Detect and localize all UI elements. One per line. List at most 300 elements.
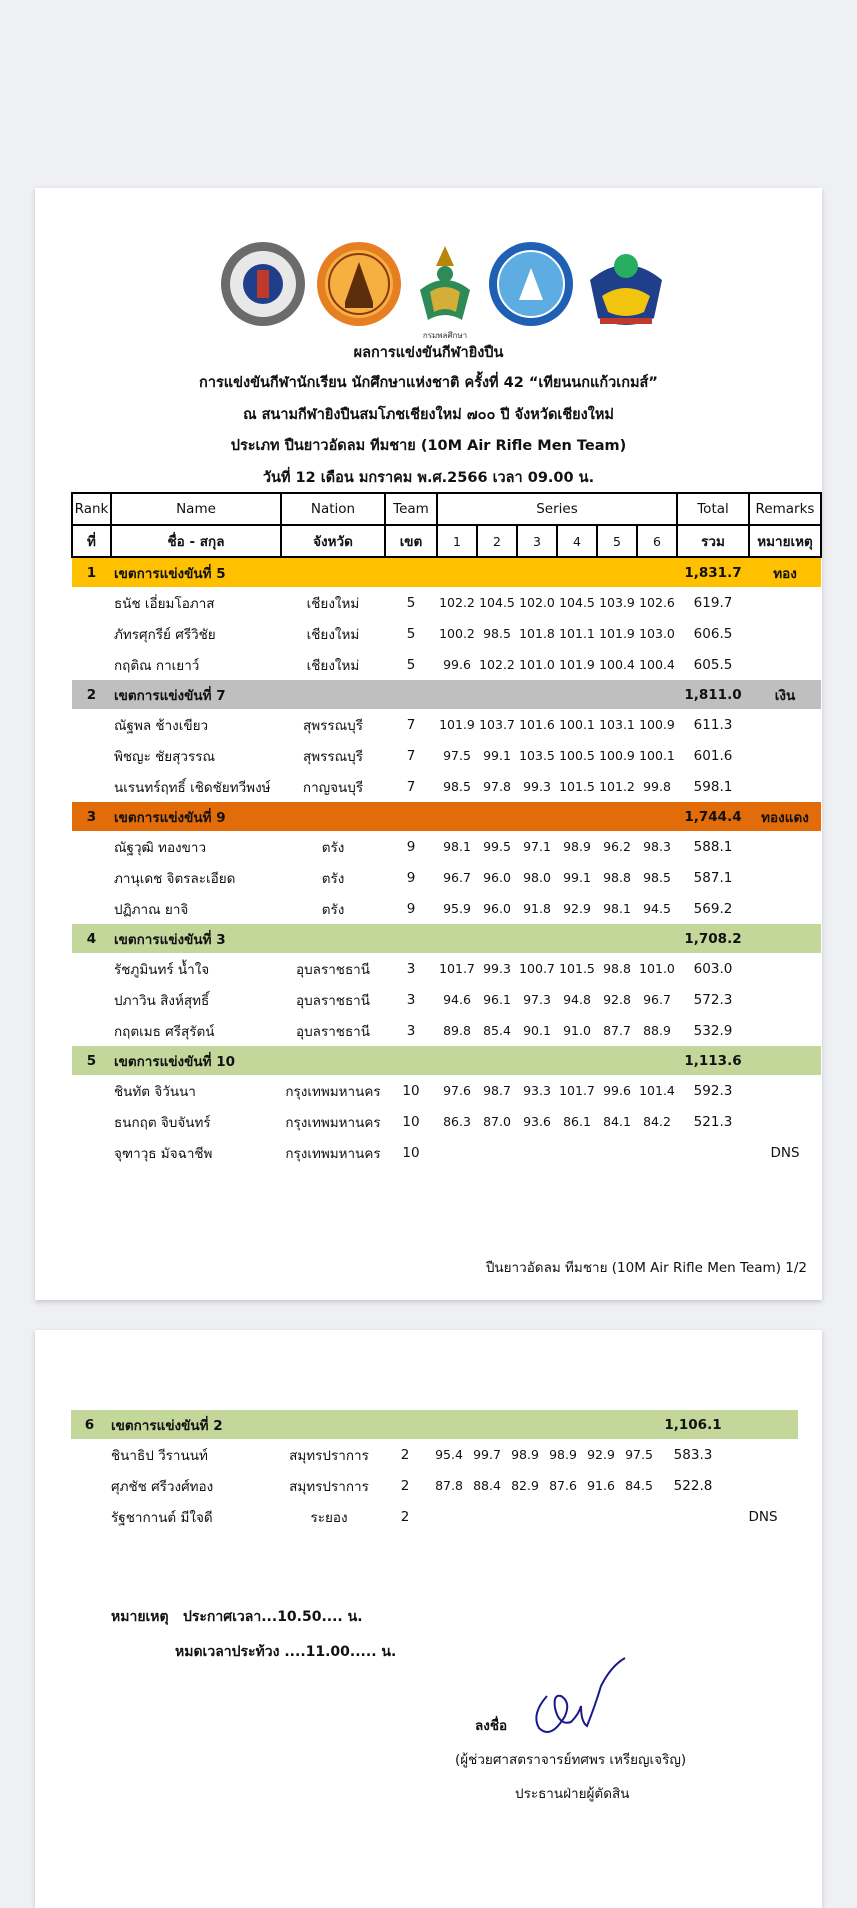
- athlete-remark: DNS: [770, 1144, 800, 1161]
- group-remark: ทองแดง: [761, 809, 809, 826]
- athlete-team: 9: [406, 900, 416, 917]
- athlete-team: 9: [406, 838, 416, 855]
- col-series: Series: [437, 493, 677, 525]
- athlete-name: ชินาธิป วีรานนท์: [111, 1447, 208, 1464]
- series-score-3: 82.9: [511, 1478, 539, 1493]
- series-score-1: [430, 1501, 468, 1532]
- series-score-6: [620, 1501, 658, 1532]
- series-score-6: 97.5: [625, 1447, 653, 1462]
- series-score-1: 86.3: [443, 1114, 471, 1129]
- col-series-4: 4: [557, 525, 597, 557]
- athlete-rank-empty: [72, 740, 111, 771]
- athlete-rank-empty: [72, 1106, 111, 1137]
- athlete-name: ปฏิภาณ ยาจิ: [114, 901, 189, 918]
- col-remarks: Remarks: [749, 493, 821, 525]
- series-score-4: 101.1: [559, 626, 595, 641]
- athlete-total: 587.1: [693, 869, 733, 886]
- group-total: 1,831.7: [684, 564, 742, 581]
- athlete-remark: [749, 771, 821, 802]
- athlete-province: อุบลราชธานี: [296, 1023, 370, 1040]
- athlete-row: [72, 587, 821, 618]
- event-type-line: ประเภท ปืนยาวอัดลม ทีมชาย (10M Air Rifle Men Team): [230, 438, 627, 454]
- athlete-team: 7: [406, 747, 416, 764]
- series-score-5: 103.1: [599, 717, 635, 732]
- series-score-4: 98.9: [549, 1447, 577, 1462]
- series-score-4: 101.5: [559, 779, 595, 794]
- series-score-4: [544, 1501, 582, 1532]
- group-remark: [749, 1046, 821, 1075]
- athlete-province: สมุทรปราการ: [289, 1478, 369, 1495]
- athlete-team: 3: [406, 991, 416, 1008]
- athlete-province: อุบลราชธานี: [296, 961, 370, 978]
- team-group-row: [72, 680, 821, 709]
- col-remarks-th: หมายเหตุ: [749, 525, 821, 557]
- results-table: [71, 492, 822, 1168]
- team-group-row: [72, 557, 821, 587]
- series-score-1: 95.9: [443, 901, 471, 916]
- series-score-6: 98.5: [643, 870, 671, 885]
- athlete-row: [71, 1501, 798, 1532]
- athlete-name: นเรนทร์ฤทธิ์ เชิดชัยทวีพงษ์: [114, 779, 271, 796]
- series-score-1: 87.8: [435, 1478, 463, 1493]
- series-score-3: 93.3: [523, 1083, 551, 1098]
- athlete-team: 3: [406, 960, 416, 977]
- athlete-name: พิชญะ ชัยสุวรรณ: [114, 748, 216, 765]
- series-score-2: 97.8: [483, 779, 511, 794]
- athlete-total: 619.7: [693, 594, 733, 611]
- athlete-province: เชียงใหม่: [306, 657, 360, 674]
- series-score-5: 100.9: [599, 748, 635, 763]
- series-score-2: 104.5: [479, 595, 515, 610]
- group-remark: เงิน: [774, 687, 796, 704]
- athlete-name: ธนกฤต จิบจันทร์: [114, 1114, 211, 1131]
- athlete-row: [72, 1015, 821, 1046]
- series-score-6: 94.5: [643, 901, 671, 916]
- athlete-rank-empty: [72, 1075, 111, 1106]
- series-score-2: 99.1: [483, 748, 511, 763]
- col-series-1: 1: [437, 525, 477, 557]
- series-score-5: 98.8: [603, 961, 631, 976]
- series-score-3: 100.7: [519, 961, 555, 976]
- group-rank: 3: [86, 808, 97, 825]
- athlete-total: [658, 1501, 728, 1532]
- athlete-province: กรุงเทพมหานคร: [285, 1083, 381, 1100]
- team-group-row: [72, 924, 821, 953]
- series-score-6: 98.3: [643, 839, 671, 854]
- series-score-6: 100.9: [639, 717, 675, 732]
- athlete-row: [72, 1137, 821, 1168]
- group-spacer: [278, 1410, 658, 1439]
- athlete-total: 605.5: [693, 656, 733, 673]
- series-score-4: 99.1: [563, 870, 591, 885]
- athlete-team: 10: [402, 1144, 420, 1161]
- venue-line: ณ สนามกีฬายิงปืนสมโภชเชียงใหม่ ๗๐๐ ปี จังหวัดเชียงใหม่: [243, 407, 614, 423]
- athlete-remark: [749, 893, 821, 924]
- series-score-2: [477, 1137, 517, 1168]
- series-score-5: [597, 1137, 637, 1168]
- athlete-rank-empty: [72, 1015, 111, 1046]
- series-score-6: [637, 1137, 677, 1168]
- athlete-rank-empty: [72, 1137, 111, 1168]
- series-score-3: 101.0: [519, 657, 555, 672]
- series-score-2: 102.2: [479, 657, 515, 672]
- col-series-2: 2: [477, 525, 517, 557]
- series-score-4: 86.1: [563, 1114, 591, 1129]
- athlete-row: [72, 984, 821, 1015]
- athlete-province: สุพรรณบุรี: [303, 717, 363, 734]
- athlete-team: 2: [400, 1446, 410, 1463]
- athlete-total: 611.3: [693, 716, 733, 733]
- athlete-name: ภัทรศุกรีย์ ศรีวิชัย: [114, 626, 216, 643]
- athlete-total: 588.1: [693, 838, 733, 855]
- athlete-province: ตรัง: [321, 870, 345, 887]
- series-score-6: 100.1: [639, 748, 675, 763]
- series-score-3: 91.8: [523, 901, 551, 916]
- date-time-line: วันที่ 12 เดือน มกราคม พ.ศ.2566 เวลา 09.00 น.: [262, 470, 595, 486]
- series-score-2: 103.7: [479, 717, 515, 732]
- series-score-4: 101.5: [559, 961, 595, 976]
- series-score-3: 101.6: [519, 717, 555, 732]
- series-score-3: 101.8: [519, 626, 555, 641]
- series-score-5: 96.2: [603, 839, 631, 854]
- athlete-row: [71, 1439, 798, 1470]
- series-score-5: 92.8: [603, 992, 631, 1007]
- athlete-province: สมุทรปราการ: [289, 1447, 369, 1464]
- doc-title: ผลการแข่งขันกีฬายิงปืน: [353, 345, 504, 361]
- athlete-total: 572.3: [693, 991, 733, 1008]
- series-score-1: 89.8: [443, 1023, 471, 1038]
- col-nation: Nation: [281, 493, 385, 525]
- col-team-th: เขต: [385, 525, 437, 557]
- series-score-4: 104.5: [559, 595, 595, 610]
- group-rank: 1: [86, 564, 97, 581]
- group-spacer: [281, 557, 677, 587]
- series-score-3: 93.6: [523, 1114, 551, 1129]
- series-score-2: 96.0: [483, 901, 511, 916]
- athlete-remark: [749, 740, 821, 771]
- series-score-3: 103.5: [519, 748, 555, 763]
- series-score-1: [437, 1137, 477, 1168]
- group-name: เขตการแข่งขันที่ 7: [114, 687, 226, 704]
- athlete-name: ปภาวิน สิงห์สุทธิ์: [114, 992, 210, 1009]
- group-spacer: [281, 924, 677, 953]
- athlete-rank-empty: [72, 953, 111, 984]
- series-score-6: 84.2: [643, 1114, 671, 1129]
- athlete-total: 598.1: [693, 778, 733, 795]
- athlete-rank-empty: [72, 771, 111, 802]
- athlete-rank-empty: [71, 1501, 108, 1532]
- athlete-name: ชินทัต จิวันนา: [114, 1083, 196, 1100]
- col-name: Name: [111, 493, 281, 525]
- group-rank: 6: [84, 1416, 95, 1433]
- games-mascot-logo: [582, 240, 670, 332]
- series-score-6: 84.5: [625, 1478, 653, 1493]
- series-score-1: 96.7: [443, 870, 471, 885]
- series-score-1: 102.2: [439, 595, 475, 610]
- col-total: Total: [677, 493, 749, 525]
- athlete-name: ศุภชัช ศรีวงศ์ทอง: [111, 1478, 214, 1495]
- series-score-1: 94.6: [443, 992, 471, 1007]
- athlete-row: [72, 953, 821, 984]
- series-score-5: 101.9: [599, 626, 635, 641]
- athlete-remark: [749, 984, 821, 1015]
- athlete-rank-empty: [71, 1470, 108, 1501]
- series-score-2: 98.5: [483, 626, 511, 641]
- col-nation-th: จังหวัด: [281, 525, 385, 557]
- series-score-6: 102.6: [639, 595, 675, 610]
- series-score-3: 99.3: [523, 779, 551, 794]
- group-name: เขตการแข่งขันที่ 3: [114, 931, 226, 948]
- series-score-1: 98.5: [443, 779, 471, 794]
- athlete-remark: [749, 1106, 821, 1137]
- handwritten-signature: [525, 1656, 630, 1736]
- athlete-total: 569.2: [693, 900, 733, 917]
- group-total: 1,708.2: [684, 930, 742, 947]
- series-score-4: 91.0: [563, 1023, 591, 1038]
- sports-university-logo: [487, 240, 575, 328]
- group-rank: 4: [86, 930, 97, 947]
- group-total: 1,811.0: [684, 686, 742, 703]
- series-score-3: 90.1: [523, 1023, 551, 1038]
- results-page-2: [35, 1330, 822, 1908]
- results-table-continued: [71, 1410, 798, 1532]
- series-score-5: 100.4: [599, 657, 635, 672]
- series-score-2: 88.4: [473, 1478, 501, 1493]
- athlete-rank-empty: [72, 618, 111, 649]
- athlete-team: 10: [402, 1113, 420, 1130]
- col-total-th: รวม: [677, 525, 749, 557]
- series-score-3: 98.0: [523, 870, 551, 885]
- athlete-row: [72, 649, 821, 680]
- athlete-row: [72, 1106, 821, 1137]
- athlete-total: 603.0: [693, 960, 733, 977]
- series-score-1: 97.5: [443, 748, 471, 763]
- group-spacer: [281, 1046, 677, 1075]
- athlete-name: ณัฐวุฒิ ทองขาว: [114, 839, 207, 856]
- series-score-3: 97.3: [523, 992, 551, 1007]
- series-score-1: 101.7: [439, 961, 475, 976]
- group-name: เขตการแข่งขันที่ 10: [114, 1053, 235, 1070]
- group-total: 1,744.4: [684, 808, 742, 825]
- results-page-1: [35, 188, 822, 1300]
- svg-text:กรมพลศึกษา: กรมพลศึกษา: [422, 331, 468, 340]
- series-score-1: 101.9: [439, 717, 475, 732]
- series-score-3: [517, 1137, 557, 1168]
- col-name-th: ชื่อ - สกุล: [111, 525, 281, 557]
- group-rank: 2: [86, 686, 97, 703]
- series-score-4: 101.7: [559, 1083, 595, 1098]
- series-score-4: 94.8: [563, 992, 591, 1007]
- athlete-team: 5: [406, 625, 416, 642]
- athlete-team: 3: [406, 1022, 416, 1039]
- signatory-name: (ผู้ช่วยศาสตราจารย์ทศพร เหรียญเจริญ): [455, 1752, 687, 1768]
- series-score-6: 99.8: [643, 779, 671, 794]
- series-score-4: 101.9: [559, 657, 595, 672]
- athlete-province: กรุงเทพมหานคร: [285, 1114, 381, 1131]
- athlete-remark: [749, 587, 821, 618]
- athlete-total: 601.6: [693, 747, 733, 764]
- athlete-province: ตรัง: [321, 901, 345, 918]
- athlete-rank-empty: [72, 893, 111, 924]
- logos-row: [35, 240, 822, 340]
- athlete-province: เชียงใหม่: [306, 595, 360, 612]
- athlete-team: 2: [400, 1508, 410, 1525]
- series-score-1: 100.2: [439, 626, 475, 641]
- athlete-row: [72, 831, 821, 862]
- athlete-remark: [749, 709, 821, 740]
- athlete-name: ณัฐพล ช้างเขียว: [114, 717, 209, 734]
- athlete-province: อุบลราชธานี: [296, 992, 370, 1009]
- series-score-4: 98.9: [563, 839, 591, 854]
- series-score-3: 102.0: [519, 595, 555, 610]
- athlete-name: รัฐชากานต์ มีใจดี: [111, 1509, 213, 1526]
- series-score-6: 88.9: [643, 1023, 671, 1038]
- athlete-province: ระยอง: [310, 1509, 348, 1526]
- athlete-row: [72, 709, 821, 740]
- series-score-2: 87.0: [483, 1114, 511, 1129]
- group-name: เขตการแข่งขันที่ 2: [111, 1417, 223, 1434]
- athlete-name: รัชภูมินทร์ น้ำใจ: [114, 961, 210, 978]
- group-rank: 5: [86, 1052, 97, 1069]
- athlete-team: 5: [406, 594, 416, 611]
- group-remark: ทอง: [773, 565, 797, 582]
- athlete-name: จุฑาวุธ มัจฉาชีพ: [114, 1145, 213, 1162]
- athlete-remark: [749, 831, 821, 862]
- athlete-remark: [728, 1439, 798, 1470]
- athlete-name: กฤตเมธ ศรีสุรัตน์: [114, 1023, 215, 1040]
- series-score-4: 87.6: [549, 1478, 577, 1493]
- header-row-th: [72, 525, 821, 557]
- group-name: เขตการแข่งขันที่ 5: [114, 565, 226, 582]
- school-emblem-logo: [219, 240, 307, 328]
- athlete-row: [72, 893, 821, 924]
- series-score-5: 99.6: [603, 1083, 631, 1098]
- athlete-team: 7: [406, 716, 416, 733]
- series-score-6: 103.0: [639, 626, 675, 641]
- series-score-2: 96.1: [483, 992, 511, 1007]
- announce-time: ประกาศเวลา...10.50.... น.: [183, 1609, 363, 1625]
- competition-title: การแข่งขันกีฬานักเรียน นักศึกษาแห่งชาติ ครั้งที่ 42 “เทียนนกแก้วเกมส์”: [199, 375, 658, 391]
- series-score-6: 96.7: [643, 992, 671, 1007]
- athlete-remark: [749, 862, 821, 893]
- series-score-1: 98.1: [443, 839, 471, 854]
- athlete-total: 606.5: [693, 625, 733, 642]
- series-score-2: 98.7: [483, 1083, 511, 1098]
- series-score-2: 85.4: [483, 1023, 511, 1038]
- col-rank: Rank: [72, 493, 111, 525]
- series-score-5: 92.9: [587, 1447, 615, 1462]
- athlete-remark: [749, 618, 821, 649]
- athlete-team: 5: [406, 656, 416, 673]
- athlete-province: กรุงเทพมหานคร: [285, 1145, 381, 1162]
- athlete-remark: [728, 1470, 798, 1501]
- athlete-team: 10: [402, 1082, 420, 1099]
- athlete-name: ภานุเดช จิตรละเอียด: [114, 870, 236, 887]
- page-footer: ปืนยาวอัดลม ทีมชาย (10M Air Rifle Men Team) 1/2: [485, 1260, 807, 1276]
- group-total: 1,113.6: [684, 1052, 742, 1069]
- series-score-5: 103.9: [599, 595, 635, 610]
- athlete-total: 522.8: [673, 1477, 713, 1494]
- group-name: เขตการแข่งขันที่ 9: [114, 809, 226, 826]
- series-score-2: 99.5: [483, 839, 511, 854]
- sign-label: ลงชื่อ: [475, 1718, 508, 1734]
- series-score-1: 97.6: [443, 1083, 471, 1098]
- athlete-remark: [749, 1015, 821, 1046]
- header-row-en: [72, 493, 821, 525]
- group-total: 1,106.1: [664, 1416, 722, 1433]
- athlete-row: [72, 862, 821, 893]
- athlete-row: [72, 740, 821, 771]
- department-seal-logo: [315, 240, 403, 328]
- athlete-row: [71, 1470, 798, 1501]
- athlete-rank-empty: [72, 709, 111, 740]
- athlete-rank-empty: [72, 649, 111, 680]
- athlete-team: 9: [406, 869, 416, 886]
- series-score-1: 95.4: [435, 1447, 463, 1462]
- athlete-name: ธนัช เอี่ยมโอภาส: [114, 595, 215, 612]
- series-score-1: 99.6: [443, 657, 471, 672]
- series-score-4: 100.1: [559, 717, 595, 732]
- series-score-5: 98.8: [603, 870, 631, 885]
- group-remark: [728, 1410, 798, 1439]
- group-remark: [749, 924, 821, 953]
- athlete-team: 7: [406, 778, 416, 795]
- athlete-total: 521.3: [693, 1113, 733, 1130]
- athlete-remark: DNS: [748, 1508, 778, 1525]
- athlete-rank-empty: [72, 862, 111, 893]
- series-score-4: [557, 1137, 597, 1168]
- series-score-5: 98.1: [603, 901, 631, 916]
- athlete-remark: [749, 649, 821, 680]
- group-spacer: [281, 802, 677, 831]
- series-score-5: 91.6: [587, 1478, 615, 1493]
- athlete-row: [72, 618, 821, 649]
- athlete-province: เชียงใหม่: [306, 626, 360, 643]
- series-score-5: 84.1: [603, 1114, 631, 1129]
- series-score-2: 96.0: [483, 870, 511, 885]
- athlete-rank-empty: [72, 587, 111, 618]
- series-score-3: [506, 1501, 544, 1532]
- physical-education-logo: [410, 240, 480, 342]
- athlete-province: ตรัง: [321, 839, 345, 856]
- series-score-5: 87.7: [603, 1023, 631, 1038]
- col-series-3: 3: [517, 525, 557, 557]
- athlete-row: [72, 1075, 821, 1106]
- series-score-2: 99.3: [483, 961, 511, 976]
- series-score-3: 97.1: [523, 839, 551, 854]
- series-score-6: 101.0: [639, 961, 675, 976]
- athlete-province: สุพรรณบุรี: [303, 748, 363, 765]
- group-spacer: [281, 680, 677, 709]
- athlete-total: 592.3: [693, 1082, 733, 1099]
- athlete-rank-empty: [72, 831, 111, 862]
- athlete-remark: [749, 1075, 821, 1106]
- col-team: Team: [385, 493, 437, 525]
- series-score-4: 92.9: [563, 901, 591, 916]
- athlete-remark: [749, 953, 821, 984]
- athlete-total: 532.9: [693, 1022, 733, 1039]
- series-score-5: [582, 1501, 620, 1532]
- athlete-team: 2: [400, 1477, 410, 1494]
- series-score-2: [468, 1501, 506, 1532]
- col-series-5: 5: [597, 525, 637, 557]
- series-score-2: 99.7: [473, 1447, 501, 1462]
- team-group-row: [72, 1046, 821, 1075]
- col-series-6: 6: [637, 525, 677, 557]
- team-group-row: [72, 802, 821, 831]
- series-score-3: 98.9: [511, 1447, 539, 1462]
- team-group-row: [71, 1410, 798, 1439]
